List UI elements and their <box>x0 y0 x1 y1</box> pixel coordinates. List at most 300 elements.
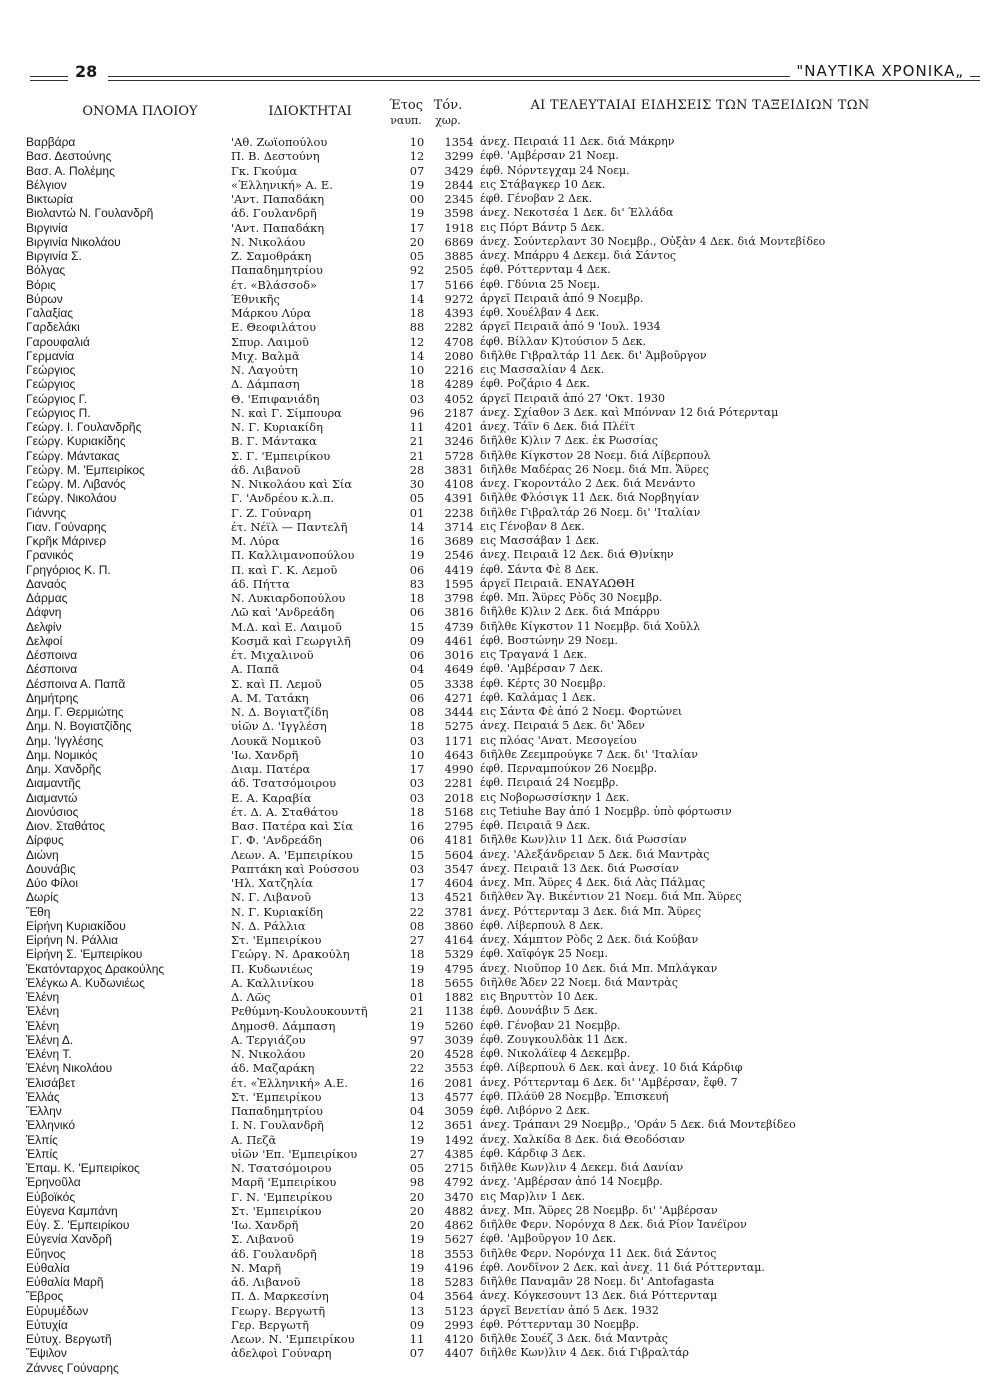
ship-name: Βικτωρία <box>26 192 74 206</box>
build-year: 15 <box>409 847 425 862</box>
build-year: 06 <box>409 605 425 620</box>
build-year: 17 <box>409 277 425 292</box>
table-row <box>26 791 960 805</box>
ship-owner: Ν. καὶ Γ. Σίμπουρα <box>231 405 342 420</box>
column-header-year-line1: Έτος <box>389 98 423 113</box>
voyage-news: έφθ. Λίβερπουλ 6 Δεκ. καὶ ἀνεχ. 10 διά Κάρδιφ <box>480 1061 743 1075</box>
build-year: 19 <box>409 1132 425 1147</box>
build-year: 05 <box>409 1161 425 1175</box>
ship-name: Γαρουφαλιά <box>26 334 90 349</box>
ship-name: Ἑλένη <box>26 1018 60 1033</box>
tonnage: 2715 <box>444 1161 474 1175</box>
tonnage: 3444 <box>444 705 474 719</box>
page-header <box>30 62 980 90</box>
table-row <box>26 620 960 634</box>
voyage-news: έφθ. Περναμπούκον 26 Νοεμβρ. <box>480 762 658 775</box>
table-row <box>26 1175 960 1189</box>
tonnage: 3564 <box>444 1289 474 1304</box>
tonnage: 5275 <box>444 719 474 734</box>
build-year: 06 <box>409 833 425 848</box>
tonnage: 3885 <box>444 249 474 263</box>
ship-owner: υἱῶν Δ. 'Ιγγλέση <box>231 719 327 734</box>
ship-name: Γρηγόριος Κ. Π. <box>26 562 111 577</box>
voyage-news: άνεχ. Σχίαθον 3 Δεκ. καὶ Μπόνναν 12 διά Ρότερνταμ <box>480 405 779 419</box>
table-row <box>26 890 960 904</box>
build-year: 14 <box>409 519 425 534</box>
voyage-news: διῆλθε Φερν. Νορόνχα 8 Δεκ. διά Ρίον Ἰανέϊρον <box>480 1218 747 1231</box>
ship-name: Ἑλέγκω Α. Κυδωνιέως <box>26 975 145 990</box>
table-row <box>26 1332 960 1346</box>
build-year: 17 <box>409 762 425 776</box>
build-year: 16 <box>409 534 425 548</box>
tonnage: 3598 <box>444 206 474 221</box>
voyage-news: έφθ. Σάντα Φὲ 8 Δεκ. <box>480 562 599 576</box>
voyage-news: εις Μασσαλίαν 4 Δεκ. <box>480 363 605 376</box>
ship-name: Ἑλένη Νικολάου <box>26 1061 113 1076</box>
ship-owner: Ι. Ν. Γουλανδρῆ <box>231 1118 324 1133</box>
build-year: 03 <box>409 776 425 791</box>
build-year: 14 <box>409 348 425 363</box>
ship-name: Εἰρήνη Σ. 'Εμπειρίκου <box>26 947 143 962</box>
table-row <box>26 1190 960 1204</box>
voyage-news: έφθ. Πλάϋθ 28 Νοεμβρ. Ἐπισκευή <box>480 1089 669 1103</box>
tonnage: 4461 <box>444 633 474 648</box>
voyage-news: διῆλθε Φλόσιγκ 11 Δεκ. διά Νορβηγίαν <box>480 491 700 505</box>
table-row <box>26 477 960 491</box>
build-year: 12 <box>409 334 425 349</box>
ship-name: Γεώργιος Γ. <box>26 391 88 406</box>
ship-owner: Γκ. Γκούμα <box>231 163 298 178</box>
table-row <box>26 990 960 1004</box>
table-row <box>26 947 960 961</box>
tonnage: 5260 <box>444 1018 474 1033</box>
tonnage: 2795 <box>444 819 474 833</box>
table-row <box>26 776 960 790</box>
ship-name: Δάρμας <box>26 591 68 605</box>
tonnage: 1882 <box>444 990 474 1004</box>
voyage-news: εις Μαρ)λιν 1 Δεκ. <box>480 1189 586 1203</box>
column-header-news: ΑΙ ΤΕΛΕΥΤΑΙΑΙ ΕΙΔΗΣΕΙΣ ΤΩΝ ΤΑΞΕΙΔΙΩΝ ΤΩΝ <box>530 98 870 113</box>
ship-owner: άδ. Γουλανδρῆ <box>231 1246 317 1261</box>
voyage-news: έφθ. Ροζάριο 4 Δεκ. <box>480 377 590 391</box>
build-year: 05 <box>409 676 425 691</box>
ship-name: Δημήτρης <box>26 690 79 705</box>
ship-name: Διώνη <box>26 847 59 862</box>
ship-owner: Γ. 'Ανδρέου κ.λ.π. <box>231 491 334 506</box>
ship-owner: Σπυρ. Λαιμοῦ <box>231 334 309 349</box>
ship-owner: Στ. 'Εμπειρίκου <box>231 1203 322 1218</box>
voyage-news: άνεχ. Νεκοτσέα 1 Δεκ. δι' Έλλάδα <box>480 206 674 220</box>
voyage-news: έφθ. Κάρδιφ 3 Δεκ. <box>480 1146 586 1160</box>
table-row <box>26 748 960 762</box>
table-row <box>26 135 960 149</box>
ship-name: Γερμανία <box>26 348 75 363</box>
ship-name: Δίρφυς <box>26 833 64 848</box>
tonnage: 4649 <box>444 662 474 677</box>
voyage-news: έφθ. Βίλλαν Κ)τούσιον 5 Δεκ. <box>480 334 647 348</box>
ship-owner: άδ. Μαζαράκη <box>231 1061 315 1076</box>
ship-name: Εὐβοϊκός <box>26 1189 76 1204</box>
header-rule <box>30 80 980 81</box>
voyage-news: έφθ. Λιβόρνο 2 Δεκ. <box>480 1104 591 1117</box>
tonnage: 1492 <box>444 1132 474 1147</box>
ship-owner: Δημοσθ. Δάμπαση <box>231 1018 336 1033</box>
table-row <box>26 192 960 206</box>
tonnage: 3816 <box>444 605 474 620</box>
ship-owner: Διαμ. Πατέρα <box>231 762 311 776</box>
voyage-news: έφθ. Γένοβαν 2 Δεκ. <box>480 192 593 205</box>
build-year: 19 <box>409 1260 425 1275</box>
table-row <box>26 1033 960 1047</box>
table-row <box>26 662 960 676</box>
build-year <box>396 1361 438 1375</box>
ship-owner: Ζ. Σαμοθράκη <box>231 249 312 263</box>
ship-owner: Ρεθύμνη-Κουλουκουντῆ <box>231 1004 368 1019</box>
table-row <box>26 605 960 619</box>
table-row <box>26 1232 960 1246</box>
tonnage: 2080 <box>444 348 474 363</box>
ship-owner: Π. Κυδωνιέως <box>231 961 313 976</box>
tonnage: 1354 <box>444 135 474 149</box>
build-year: 27 <box>409 933 425 947</box>
voyage-news: άνεχ. Μπάρρυ 4 Δεκεμ. διά Σάντος <box>480 249 676 262</box>
ship-owner: Ν. Γ. Κυριακίδη <box>231 904 323 919</box>
build-year: 30 <box>409 477 425 491</box>
tonnage: 9272 <box>444 291 474 306</box>
build-year: 19 <box>409 1232 425 1247</box>
tonnage: 3059 <box>444 1104 474 1118</box>
build-year: 12 <box>409 149 425 164</box>
voyage-news: διῆλθε Κ)λιν 2 Δεκ. διά Μπάρρυ <box>480 605 660 619</box>
ship-name: Βύρων <box>26 291 63 306</box>
voyage-news: άργεῖ Πειραιᾶ. ΕΝΑΥΑΩΘΗ <box>480 576 635 590</box>
build-year: 12 <box>409 1118 425 1133</box>
table-row <box>26 149 960 163</box>
table-row <box>26 1275 960 1289</box>
tonnage: 3553 <box>444 1246 474 1261</box>
tonnage: 4164 <box>444 933 474 947</box>
voyage-news: εις Γένοβαν 8 Δεκ. <box>480 519 585 533</box>
build-year: 03 <box>409 861 425 876</box>
ship-owner: Ε. Α. Καραβία <box>231 790 312 805</box>
voyage-news: άργεῖ Πειραιᾶ ἀπό 9 'Ιουλ. 1934 <box>480 320 661 334</box>
tonnage: 3553 <box>444 1061 474 1076</box>
ship-owner: Λουκᾶ Νομικοῦ <box>231 733 322 748</box>
ship-name: Βιργινία Νικολάου <box>26 234 121 249</box>
table-row <box>26 164 960 178</box>
tonnage: 4739 <box>444 619 474 634</box>
table-row <box>26 876 960 890</box>
tonnage: 2216 <box>444 363 474 377</box>
tonnage: 4393 <box>444 306 474 320</box>
ship-name: Βιργινία <box>26 220 68 235</box>
voyage-news: διῆλθεν Ἄγ. Βικέντιον 21 Νοεμ. διά Μπ. Ἄϋρες <box>480 890 742 904</box>
ship-owner: Α. Μ. Τατάκη <box>231 690 309 705</box>
ship-name: Δημ. Νομικός <box>26 747 98 762</box>
ship-owner: Σ. Λιβανοῦ <box>231 1232 294 1247</box>
table-row <box>26 648 960 662</box>
ship-name: Βέλγιον <box>26 177 67 192</box>
ship-name: Ἑλένη Δ. <box>26 1032 74 1047</box>
build-year: 09 <box>409 633 425 648</box>
build-year: 18 <box>409 719 425 734</box>
voyage-news: έφθ. Πειραιά 24 Νοεμβρ. <box>480 776 619 790</box>
build-year: 07 <box>409 1346 425 1361</box>
voyage-news: εις Πόρτ Βάντρ 5 Δεκ. <box>480 220 605 234</box>
ship-owner: Στ. 'Εμπειρίκου <box>231 1089 322 1104</box>
build-year: 08 <box>409 705 425 719</box>
ship-owner: 'Ιω. Χανδρῆ <box>231 1218 299 1232</box>
build-year: 03 <box>409 790 425 805</box>
ship-name: Γεώργιος <box>26 377 76 392</box>
table-row <box>26 349 960 363</box>
column-header-owner: ΙΔΙΟΚΤΗΤΑΙ <box>268 104 352 119</box>
ship-owner: έτ. «Ἑλληνική» Α.Ε. <box>231 1075 348 1090</box>
build-year: 20 <box>409 1047 425 1061</box>
table-row <box>26 278 960 292</box>
table-row <box>26 1118 960 1132</box>
ship-owner: Α. Τεργιάζου <box>231 1032 306 1047</box>
build-year: 06 <box>409 690 425 705</box>
voyage-news: έφθ. Βοστώνην 29 Νοεμ. <box>480 633 618 647</box>
table-row <box>26 1361 960 1375</box>
tonnage: 3831 <box>444 462 474 477</box>
build-year: 19 <box>409 961 425 976</box>
ship-owner: έτ. Νέϊλ — Παντελῆ <box>231 519 348 534</box>
tonnage: 6869 <box>444 234 474 249</box>
voyage-news: εις Στάβαγκερ 10 Δεκ. <box>480 177 606 191</box>
tonnage: 5655 <box>444 975 474 990</box>
table-row <box>26 762 960 776</box>
voyage-news: διῆλθε Φερν. Νορόνχα 11 Δεκ. διά Σάντος <box>480 1246 717 1260</box>
ship-owner: Γ. Ν. 'Εμπειρίκου <box>231 1189 333 1204</box>
table-row <box>26 178 960 192</box>
table-row <box>26 335 960 349</box>
ship-name: Γιάννης <box>26 505 67 520</box>
table-row <box>26 1090 960 1104</box>
voyage-news: έφθ. Κέρτς 30 Νοεμβρ. <box>480 676 607 690</box>
voyage-news: έφθ. Χουέλβαν 4 Δεκ. <box>480 306 600 319</box>
voyage-news: έφθ. Λίβερπουλ 8 Δεκ. <box>480 918 604 932</box>
table-row <box>26 263 960 277</box>
ship-owner: Δ. Δάμπαση <box>231 377 300 392</box>
table-row <box>26 235 960 249</box>
build-year: 01 <box>409 990 425 1004</box>
voyage-news: διῆλθε Κων)λιν 4 Δεκ. διά Γιβραλτάρ <box>480 1346 689 1360</box>
tonnage: 5604 <box>444 847 474 862</box>
ship-name: Εἰρήνη Ν. Ράλλια <box>26 933 119 947</box>
ship-owner: Ν. Δ. Ράλλια <box>231 918 306 933</box>
build-year: 20 <box>409 1203 425 1218</box>
table-row <box>26 577 960 591</box>
voyage-news: έφθ. Νόρντεγχαμ 24 Νοεμ. <box>480 163 630 177</box>
tonnage <box>438 1361 480 1375</box>
tonnage: 3689 <box>444 534 474 548</box>
ship-name: Δωρίς <box>26 890 59 905</box>
voyage-news: έφθ. Ζουγκουλδὰκ 11 Δεκ. <box>480 1032 628 1046</box>
voyage-news: έφθ. Ρόττερνταμ 4 Δεκ. <box>480 263 611 277</box>
ship-name: Ἑλένη <box>26 1004 60 1019</box>
build-year: 10 <box>409 363 425 377</box>
ship-name: Γεώργιος Π. <box>26 405 91 420</box>
table-row <box>26 1218 960 1232</box>
voyage-news: διῆλθε Μαδέρας 26 Νοεμ. διά Μπ. Ἄϋρες <box>480 462 709 476</box>
build-year: 05 <box>409 249 425 263</box>
tonnage: 3039 <box>444 1032 474 1047</box>
build-year: 21 <box>409 434 425 449</box>
table-row <box>26 463 960 477</box>
tonnage: 4882 <box>444 1203 474 1218</box>
ship-name: Γεώργ. Μάντακας <box>26 448 120 463</box>
page-number: 28 <box>75 62 98 81</box>
ship-owner: έτ. Μιχαλινοῦ <box>231 648 314 662</box>
tonnage: 4862 <box>444 1218 474 1232</box>
table-row <box>26 862 960 876</box>
ship-owner: Γ. Ζ. Γούναρη <box>231 505 312 520</box>
build-year: 28 <box>409 462 425 477</box>
build-year: 19 <box>409 177 425 192</box>
build-year: 16 <box>409 1075 425 1090</box>
ship-owner: Ν. Γ. Κυριακίδη <box>231 420 323 434</box>
voyage-news: άνεχ. Ρόττερνταμ 3 Δεκ. διά Μπ. Ἄϋρες <box>480 904 702 918</box>
build-year: 04 <box>409 662 425 677</box>
ship-name: Ἔθη <box>26 904 51 919</box>
table-row <box>26 833 960 847</box>
voyage-news: έφθ. 'Αμβέρσαν 7 Δεκ. <box>480 662 604 676</box>
ship-owner: Λῶ καὶ 'Ανδρεάδη <box>231 605 335 620</box>
ship-owner: Βασ. Πατέρα καὶ Σία <box>231 819 354 833</box>
ship-name: Γεώργιος <box>26 363 76 377</box>
column-header-year-line2: ναυπ. <box>390 114 422 127</box>
table-row <box>26 1161 960 1175</box>
tonnage: 2345 <box>444 192 474 206</box>
ship-owner: Έθνικῆς <box>231 291 280 306</box>
voyage-news: άργεῖ Πειραιᾶ ἀπό 27 'Οκτ. 1930 <box>480 391 665 405</box>
ship-owner: άδ. Πήττα <box>231 576 290 591</box>
ship-name: Δαναός <box>26 576 67 591</box>
table-row <box>26 634 960 648</box>
ship-name: Δουνάβις <box>26 861 76 876</box>
build-year: 88 <box>409 320 425 335</box>
build-year: 08 <box>409 918 425 933</box>
voyage-news: διῆλθε Κίγκστον 11 Νοεμβρ. διά Χοῦλλ <box>480 619 701 633</box>
table-row <box>26 734 960 748</box>
ship-owner: Σ. Γ. 'Εμπειρίκου <box>231 448 331 463</box>
ship-name: Βασ. Α. Πολέμης <box>26 163 115 178</box>
build-year: 18 <box>409 1246 425 1261</box>
build-year: 07 <box>409 163 425 178</box>
voyage-news: διῆλθε Κίγκστον 28 Νοεμ. διά Λίβερπουλ <box>480 448 711 462</box>
tonnage: 4577 <box>444 1089 474 1104</box>
tonnage: 5627 <box>444 1232 474 1247</box>
table-row <box>26 363 960 377</box>
tonnage: 3547 <box>444 861 474 876</box>
ship-name: Διον. Σταθάτος <box>26 819 106 833</box>
voyage-news: διῆλθε Παναμᾶν 28 Νοεμ. δι' Antofagasta <box>480 1275 715 1288</box>
ship-owner: Ν. Νικολάου καὶ Σία <box>231 477 353 491</box>
voyage-news: εις Μασσάβαν 1 Δεκ. <box>480 534 600 547</box>
column-header-tons-line1: Τόν. <box>433 98 463 113</box>
ship-owner: Ν. Γ. Λιβανοῦ <box>231 890 312 905</box>
table-row <box>26 677 960 691</box>
column-header-tons-line2: χωρ. <box>435 114 461 127</box>
ship-owner: Μαρῆ 'Εμπειρίκου <box>231 1175 337 1190</box>
tonnage: 3781 <box>444 904 474 919</box>
ship-owner <box>231 1361 396 1375</box>
table-row <box>26 221 960 235</box>
ship-owner: Ν. Λυκιαρδοπούλου <box>231 591 346 605</box>
ship-owner: «Έλληνική» Α. Ε. <box>231 177 333 192</box>
ship-name: Ἑρηνοῦλα <box>26 1175 81 1190</box>
table-row <box>26 406 960 420</box>
build-year: 83 <box>409 576 425 591</box>
voyage-news: άνεχ. Μπ. Ἄϋρες 4 Δεκ. διά Λὰς Πάλμας <box>480 876 706 889</box>
tonnage: 4604 <box>444 876 474 890</box>
publication-title: "ΝΑΥΤΙΚΑ ΧΡΟΝΙΚΑ„ <box>790 62 970 80</box>
ship-name: Εὐθαλία Μαρῆ <box>26 1275 104 1289</box>
voyage-news: άνεχ. 'Αλεξάνδρειαν 5 Δεκ. διά Μαντρὰς <box>480 847 710 861</box>
ship-owner: 'Ηλ. Χατζηλία <box>231 876 314 890</box>
ship-owner: Σ. καὶ Π. Λεμοῦ <box>231 676 322 691</box>
tonnage: 4391 <box>444 491 474 506</box>
table-row <box>26 534 960 548</box>
voyage-news: διῆλθε Κ)λιν 7 Δεκ. ἐκ Ρωσσίας <box>480 434 658 448</box>
tonnage: 3470 <box>444 1189 474 1204</box>
tonnage: 2505 <box>444 263 474 278</box>
table-row <box>26 1019 960 1033</box>
ship-owner: Μ. Λύρα <box>231 534 280 548</box>
ship-name: Ἕλλην <box>26 1104 62 1118</box>
voyage-news: άνεχ. Κόγκεσουντ 13 Δεκ. διά Ρόττερνταμ <box>480 1289 718 1303</box>
table-row <box>26 848 960 862</box>
ship-owner: Γ. Φ. 'Ανδρεάδη <box>231 833 322 848</box>
voyage-news: έφθ. Γένοβαν 21 Νοεμβρ. <box>480 1018 621 1032</box>
ship-name: Δελφίν <box>26 619 62 634</box>
ship-name: Ἑλένη <box>26 990 60 1004</box>
ship-owner: 'Ιω. Χανδρῆ <box>231 747 299 762</box>
voyage-news <box>480 1361 960 1375</box>
voyage-news: έφθ. 'Αμβέρσαν 21 Νοεμ. <box>480 149 619 163</box>
ship-name: Ἑκατόνταρχος Δρακούλης <box>26 961 165 976</box>
ship-owner: Α. Πεζᾶ <box>231 1132 277 1147</box>
tonnage: 5123 <box>444 1303 474 1318</box>
ship-owner: έτ. «Βλάσσοδ» <box>231 277 317 292</box>
voyage-news: εις Τραγανά 1 Δεκ. <box>480 648 588 661</box>
table-row <box>26 1204 960 1218</box>
ship-owner: Στ. 'Εμπειρίκου <box>231 933 322 947</box>
voyage-news: διῆλθε Κων)λιν 11 Δεκ. διά Ρωσσίαν <box>480 833 687 847</box>
ship-owner: Γερ. Βεργωτῆ <box>231 1317 309 1332</box>
build-year: 03 <box>409 733 425 748</box>
ship-owner: Γεώργ. Ν. Δρακούλη <box>231 947 350 962</box>
ship-name: Δελφοί <box>26 633 63 648</box>
table-row <box>26 805 960 819</box>
build-year: 10 <box>409 747 425 762</box>
column-header-tons <box>428 98 468 128</box>
build-year: 06 <box>409 648 425 662</box>
ship-owner: ἀδελφοὶ Γούναρη <box>231 1346 332 1361</box>
table-row <box>26 691 960 705</box>
ship-name: Βαρβάρα <box>26 135 76 149</box>
ship-name: Ἑλπίς <box>26 1146 58 1161</box>
ship-name: Δημ. Ν. Βογιατζίδης <box>26 719 132 734</box>
table-row <box>26 320 960 334</box>
tonnage: 2282 <box>444 320 474 335</box>
build-year: 13 <box>409 890 425 905</box>
tonnage: 2018 <box>444 790 474 805</box>
tonnage: 5168 <box>444 804 474 819</box>
ship-name: Ἑλληνικό <box>26 1118 76 1133</box>
